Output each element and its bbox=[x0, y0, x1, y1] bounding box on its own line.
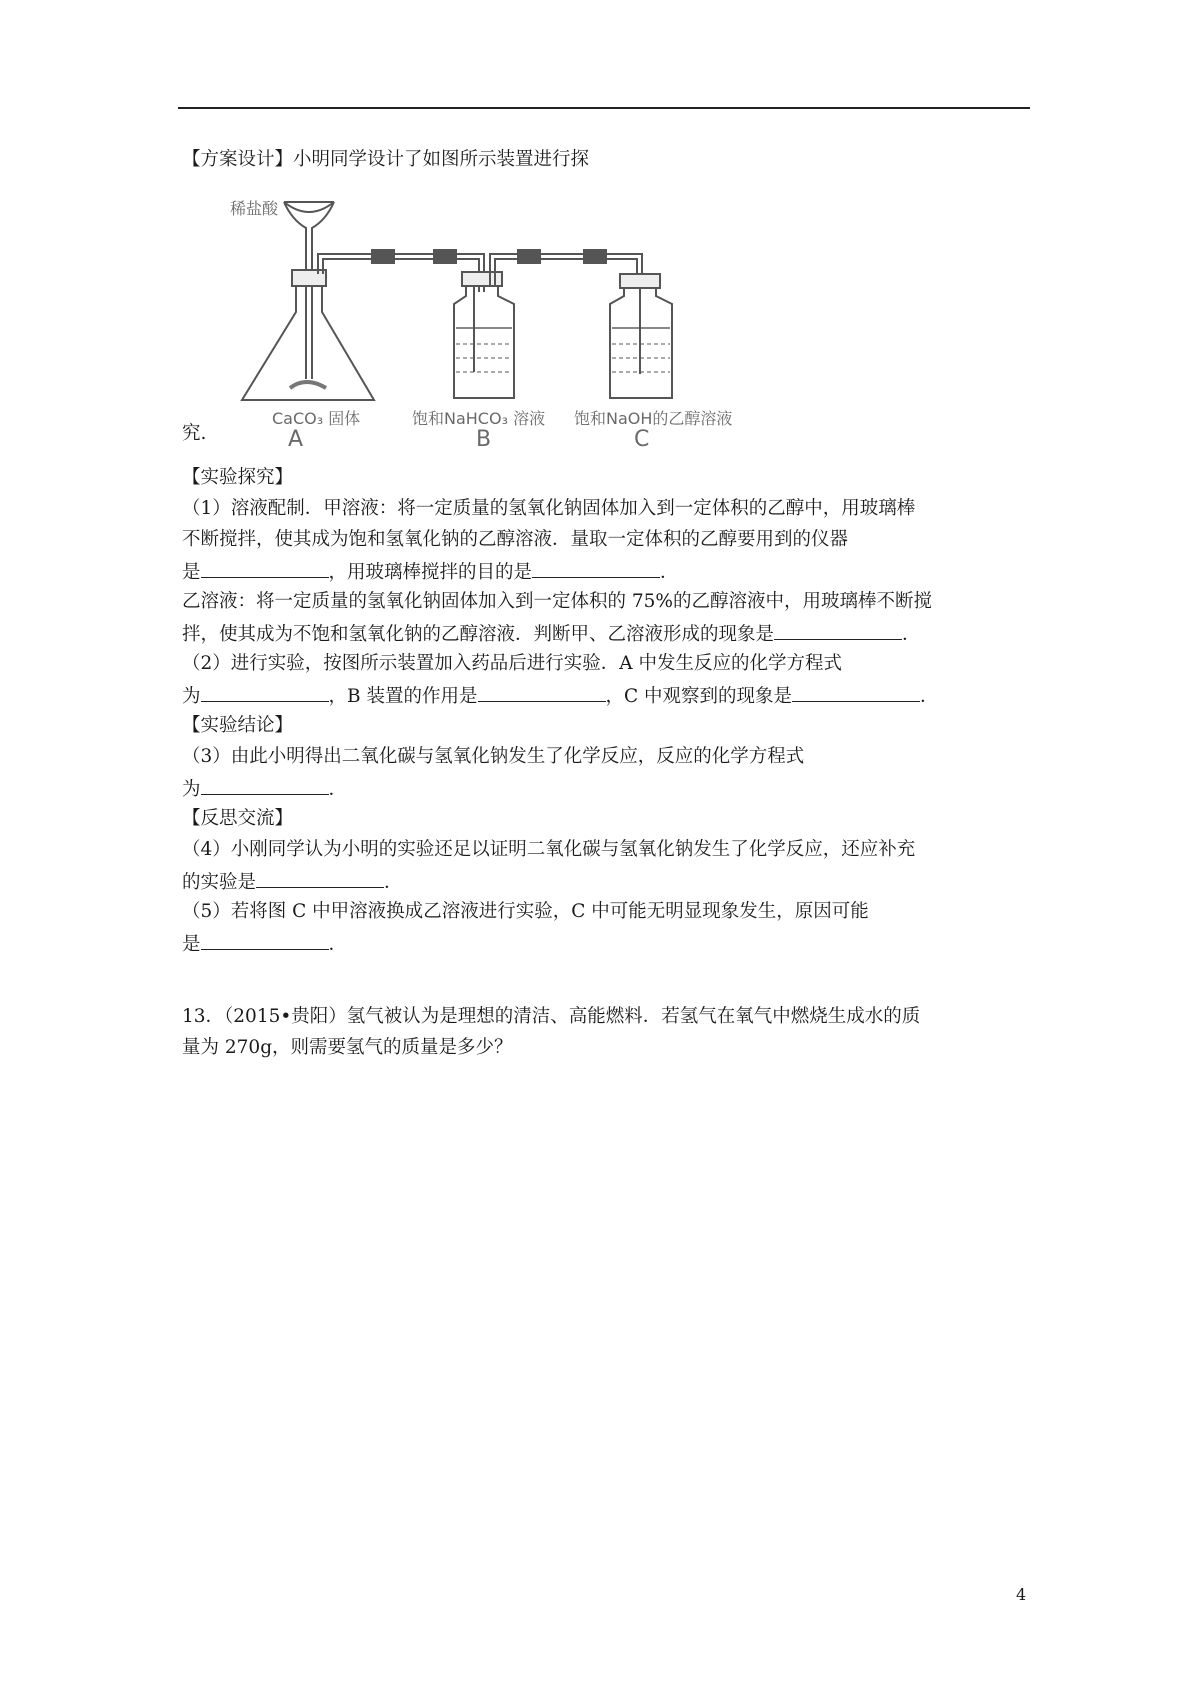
q2-line-1: （2）进行实验，按图所示装置加入药品后进行实验．A 中发生反应的化学方程式 bbox=[182, 653, 843, 674]
q13-line-1: 13．（2015•贵阳）氢气被认为是理想的清洁、高能燃料．若氢气在氧气中燃烧生成水的质 bbox=[182, 1006, 921, 1027]
q1-text-b: ，用玻璃棒搅拌的目的是 bbox=[328, 562, 533, 583]
q4-text-a: 的实验是 bbox=[182, 872, 257, 893]
q1-line-5 bbox=[182, 621, 921, 647]
q5-text-a: 是 bbox=[182, 934, 201, 955]
answer-blank-supplement[interactable] bbox=[256, 869, 384, 888]
q2-text-b: ，B 装置的作用是 bbox=[328, 686, 478, 707]
answer-blank-b-function[interactable] bbox=[478, 683, 606, 702]
q2-text-a: 为 bbox=[182, 686, 201, 707]
q1-text-e: ． bbox=[902, 624, 921, 645]
letter-a: A bbox=[288, 427, 304, 450]
q2-text-d: ． bbox=[920, 686, 939, 707]
q4-line-2 bbox=[182, 869, 403, 895]
apparatus-figure bbox=[222, 192, 812, 450]
q1-text-d: 拌，使其成为不饱和氢氧化钠的乙醇溶液．判断甲、乙溶液形成的现象是 bbox=[182, 624, 775, 645]
q3-line-1: （3）由此小明得出二氧化碳与氢氧化钠发生了化学反应，反应的化学方程式 bbox=[182, 746, 805, 767]
letter-b: B bbox=[476, 427, 492, 450]
page-number: 4 bbox=[1016, 1585, 1027, 1604]
letter-c: C bbox=[634, 427, 650, 450]
q4-line-1: （4）小刚同学认为小明的实验还足以证明二氧化碳与氢氧化钠发生了化学反应，还应补充 bbox=[182, 839, 916, 860]
q5-line-2 bbox=[182, 931, 347, 957]
q2-text-c: ，C 中观察到的现象是 bbox=[605, 686, 793, 707]
q3-text-b: ． bbox=[328, 779, 348, 800]
q1-line-1: （1）溶液配制．甲溶液：将一定质量的氢氧化钠固体加入到一定体积的乙醇中，用玻璃棒 bbox=[182, 498, 916, 519]
q3-line-2 bbox=[182, 776, 347, 802]
answer-blank-stir-purpose[interactable] bbox=[532, 559, 660, 578]
q1-text-c: ． bbox=[660, 562, 679, 583]
q1-text-a: 是 bbox=[182, 562, 201, 583]
q5-line-1: （5）若将图 C 中甲溶液换成乙溶液进行实验，C 中可能无明显现象发生，原因可能 bbox=[182, 901, 869, 922]
funnel-label: 稀盐酸 bbox=[230, 199, 279, 218]
plan-design-tail: 究. bbox=[182, 423, 207, 444]
answer-blank-equation-a[interactable] bbox=[201, 683, 329, 702]
answer-blank-phenomenon[interactable] bbox=[774, 621, 902, 640]
plan-design-line: 【方案设计】小明同学设计了如图所示装置进行探 bbox=[182, 149, 590, 170]
q5-text-b: ． bbox=[328, 934, 348, 955]
reflect-heading: 【反思交流】 bbox=[182, 808, 294, 829]
conclusion-heading: 【实验结论】 bbox=[182, 715, 294, 736]
answer-blank-equation-3[interactable] bbox=[201, 776, 329, 795]
caption-a: CaCO₃ 固体 bbox=[272, 409, 361, 428]
q2-line-2 bbox=[182, 683, 939, 709]
q3-text-a: 为 bbox=[182, 779, 201, 800]
answer-blank-c-phenomenon[interactable] bbox=[792, 683, 920, 702]
q13-line-2: 量为 270g，则需要氢气的质量是多少？ bbox=[182, 1037, 513, 1058]
q4-text-b: ． bbox=[384, 872, 403, 893]
answer-blank-reason[interactable] bbox=[201, 931, 329, 950]
q1-line-3 bbox=[182, 559, 679, 585]
q1-line-2: 不断搅拌，使其成为饱和氢氧化钠的乙醇溶液．量取一定体积的乙醇要用到的仪器 bbox=[182, 529, 849, 550]
explore-heading: 【实验探究】 bbox=[182, 467, 294, 488]
caption-b: 饱和NaHCO₃ 溶液 bbox=[412, 409, 546, 428]
header-rule bbox=[178, 107, 1030, 109]
caption-c: 饱和NaOH的乙醇溶液 bbox=[574, 409, 733, 428]
q1-line-4: 乙溶液：将一定质量的氢氧化钠固体加入到一定体积的 75%的乙醇溶液中，用玻璃棒不断搅 bbox=[182, 591, 933, 612]
answer-blank-instrument[interactable] bbox=[201, 559, 329, 578]
